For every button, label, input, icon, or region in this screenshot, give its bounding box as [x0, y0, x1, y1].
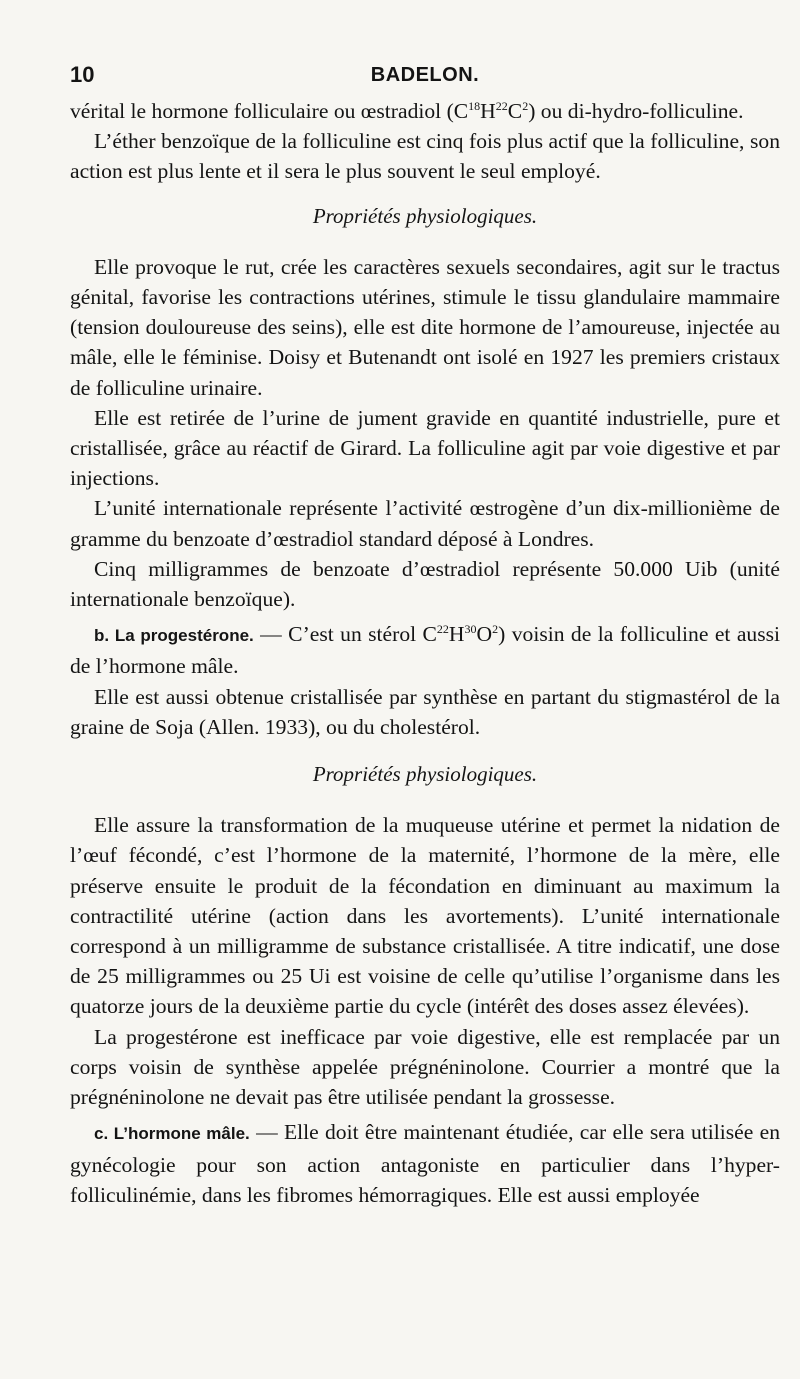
paragraph: L’éther benzoïque de la folliculine est cinq fois plus actif que la folliculine, son action est plus lente et il sera le plus souvent le seul employé.	[70, 129, 780, 184]
formula-superscript: 22	[495, 99, 508, 113]
text-fragment: — C’est un stérol C	[253, 622, 437, 647]
paragraph: L’unité internationale représente l’activité œstrogène d’un dix-millionième de gramme du benzoate d’œstradiol standard déposé à Londres.	[70, 496, 780, 551]
page-header	[70, 62, 780, 96]
book-page	[70, 62, 780, 1210]
formula-superscript: 18	[468, 99, 481, 113]
text-fragment: ) ou di-hydro-folliculine.	[528, 99, 744, 123]
paragraph: Elle est retirée de l’urine de jument gravide en quantité industrielle, pure et cristallisée, grâce au réactif de Girard. La folliculine agit par voie digestive et par injections.	[70, 405, 780, 491]
paragraph: Elle assure la transformation de la muqueuse utérine et permet la nidation de l’œuf fécondé, c’est l’hormone de la maternité, l’hormone de la mère, elle préserve ensuite le produit de la fécondation en diminuant au maximum la contractilité utérine (action dans les avortements). L’unité internationale correspond à un milligramme de substance cristallisée. A titre indicatif, une dose de 25 milligrammes ou 25 Ui est voisine de celle qu’utilise l’organisme dans les quatorze jours de la deuxième partie du cycle (intérêt des doses assez élevées).	[70, 813, 780, 1019]
formula-superscript: 30	[464, 622, 477, 637]
text-fragment: — Elle doit être maintenant étudiée, car elle sera utilisée en gynécologie pour son action antagoniste en particulier dans l’hyper-folliculinémie, dans les fibromes hémorragiques. Elle est aussi employée	[70, 1120, 780, 1207]
subsection-lead: b. La progestérone.	[94, 626, 254, 646]
paragraph: Cinq milligrammes de benzoate d’œstradiol représente 50.000 Uib (unité internationale benzoïque).	[70, 556, 780, 612]
paragraph: La progestérone est inefficace par voie digestive, elle est remplacée par un corps voisin de synthèse appelée prégnéninolone. Courrier a montré que la prégnéninolone ne devait pas être utilisée pendant la grossesse.	[70, 1024, 780, 1110]
paragraph-continued	[70, 96, 780, 126]
page-body	[70, 96, 780, 1210]
paragraph: Elle provoque le rut, crée les caractères sexuels secondaires, agit sur le tractus génital, favorise les contractions utérines, stimule le tissu glandulaire mammaire (tension douloureuse des seins), elle est dite hormone de l’amoureuse, injectée au mâle, elle le féminise. Doisy et Butenandt ont isolé en 1927 les premiers cristaux de folliculine urinaire.	[70, 254, 780, 400]
formula-superscript: 2	[492, 622, 499, 637]
text-fragment: ) voisin de la folliculine et aussi de l’hormone mâle.	[70, 622, 781, 679]
paragraph-progesterone	[70, 619, 780, 681]
text-fragment: vérital le hormone folliculaire ou œstradiol (C	[70, 99, 469, 123]
formula-element: O	[476, 622, 493, 647]
formula-superscript: 22	[436, 622, 449, 637]
formula-element: C	[507, 99, 523, 123]
formula-element: H	[480, 99, 496, 123]
section-heading: Propriétés physiologiques.	[312, 203, 538, 228]
section-heading: Propriétés physiologiques.	[312, 762, 538, 787]
running-title: BADELON.	[370, 64, 480, 86]
formula-superscript: 2	[522, 99, 529, 113]
paragraph: Elle est aussi obtenue cristallisée par synthèse en partant du stigmastérol de la graine de Soja (Allen. 1933), ou du cholestérol.	[70, 684, 780, 739]
page-number: 10	[70, 62, 95, 87]
subsection-lead: c. L’hormone mâle.	[94, 1124, 250, 1144]
formula-element: H	[448, 622, 465, 647]
paragraph-male-hormone	[70, 1117, 780, 1210]
